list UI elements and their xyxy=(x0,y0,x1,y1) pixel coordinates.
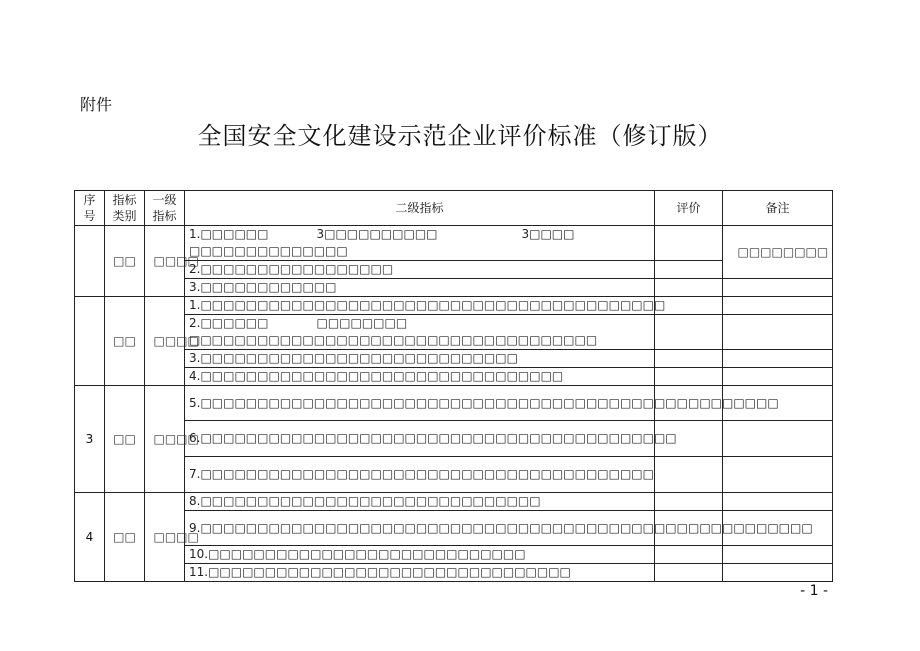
remark-cell xyxy=(723,564,833,582)
document-title: 全国安全文化建设示范企业评价标准（修订版） xyxy=(197,122,723,150)
table-row xyxy=(75,457,833,493)
evaluation-cell[interactable] xyxy=(655,457,723,493)
level2-item: 6.□□□□□□□□□□□□□□□□□□□□□□□□□□□□□□□□□□□□□□□□□□ xyxy=(185,421,655,457)
remark-cell xyxy=(723,279,833,297)
table-row xyxy=(75,315,833,350)
table-row xyxy=(75,564,833,582)
table-row xyxy=(75,493,833,511)
level2-item: 3.□□□□□□□□□□□□□□□□□□□□□□□□□□□□ xyxy=(185,350,655,368)
header-category: 指标类别 xyxy=(105,191,145,226)
table-row xyxy=(75,279,833,297)
row-number: 3 xyxy=(75,386,105,493)
attachment-label: 附件 xyxy=(80,95,113,114)
level2-item: 5.□□□□□□□□□□□□□□□□□□□□□□□□□□□□□□□□□□□□□□□□□□□□□□□□□□□ xyxy=(185,386,655,421)
remark-cell xyxy=(723,350,833,368)
evaluation-cell[interactable] xyxy=(655,279,723,297)
level2-item: 1.□□□□□□□□□□□□□□□□□□□□□□□□□□□□□□□□□□□□□□□□□ xyxy=(185,297,655,315)
category-cell: □□ xyxy=(105,226,145,297)
evaluation-table xyxy=(74,190,833,582)
table-row xyxy=(75,386,833,421)
evaluation-cell[interactable] xyxy=(655,368,723,386)
level1-cell: □□□□ xyxy=(145,493,185,582)
evaluation-cell[interactable] xyxy=(655,546,723,564)
header-level1: 一级指标 xyxy=(145,191,185,226)
level2-item: 4.□□□□□□□□□□□□□□□□□□□□□□□□□□□□□□□□ xyxy=(185,368,655,386)
row-number xyxy=(75,226,105,297)
remark-cell xyxy=(723,315,833,350)
level2-item: 2.□□□□□□□□□□□□□□□□□ xyxy=(185,261,655,279)
evaluation-cell[interactable] xyxy=(655,261,723,279)
evaluation-cell[interactable] xyxy=(655,315,723,350)
remark-cell xyxy=(723,421,833,457)
evaluation-cell[interactable] xyxy=(655,493,723,511)
header-remark: 备注 xyxy=(723,191,833,226)
remark-cell xyxy=(723,368,833,386)
level1-cell: □□□□ xyxy=(145,386,185,493)
category-cell: □□ xyxy=(105,493,145,582)
row-number: 4 xyxy=(75,493,105,582)
level2-item: 11.□□□□□□□□□□□□□□□□□□□□□□□□□□□□□□□□ xyxy=(185,564,655,582)
remark-cell xyxy=(723,297,833,315)
table-row xyxy=(75,421,833,457)
evaluation-cell[interactable] xyxy=(655,226,723,261)
level1-cell: □□□□ xyxy=(145,297,185,386)
table-row xyxy=(75,546,833,564)
level2-item: 3.□□□□□□□□□□□□ xyxy=(185,279,655,297)
table-row xyxy=(75,261,833,279)
table-row xyxy=(75,226,833,261)
header-evaluation: 评价 xyxy=(655,191,723,226)
level2-item: 10.□□□□□□□□□□□□□□□□□□□□□□□□□□□□ xyxy=(185,546,655,564)
level2-item: 7.□□□□□□□□□□□□□□□□□□□□□□□□□□□□□□□□□□□□□□□□ xyxy=(185,457,655,493)
category-cell: □□ xyxy=(105,386,145,493)
table-row xyxy=(75,350,833,368)
remark-cell: □□□□□□□□ xyxy=(723,226,833,279)
remark-cell xyxy=(723,546,833,564)
row-number xyxy=(75,297,105,386)
level1-cell: □□□□ xyxy=(145,226,185,297)
header-seq: 序号 xyxy=(75,191,105,226)
table-row xyxy=(75,297,833,315)
level2-item: 8.□□□□□□□□□□□□□□□□□□□□□□□□□□□□□□ xyxy=(185,493,655,511)
level2-item: 1.□□□□□□ 3□□□□□□□□□□ 3□□□□ □□□□□□□□□□□□□□ xyxy=(185,226,655,261)
remark-cell xyxy=(723,457,833,493)
header-row xyxy=(75,191,833,226)
evaluation-cell[interactable] xyxy=(655,564,723,582)
evaluation-cell[interactable] xyxy=(655,350,723,368)
page-number: - 1 - xyxy=(800,583,828,599)
remark-cell xyxy=(723,493,833,511)
level2-item: 9.□□□□□□□□□□□□□□□□□□□□□□□□□□□□□□□□□□□□□□□□□□□□□□□□□□□□□□ xyxy=(185,511,655,546)
level2-item: 2.□□□□□□ □□□□□□□□ □□□□□□□□□□□□□□□□□□□□□□□□□□□□□□□□□□□□ xyxy=(185,315,655,350)
table-row xyxy=(75,368,833,386)
category-cell: □□ xyxy=(105,297,145,386)
header-level2: 二级指标 xyxy=(185,191,655,226)
